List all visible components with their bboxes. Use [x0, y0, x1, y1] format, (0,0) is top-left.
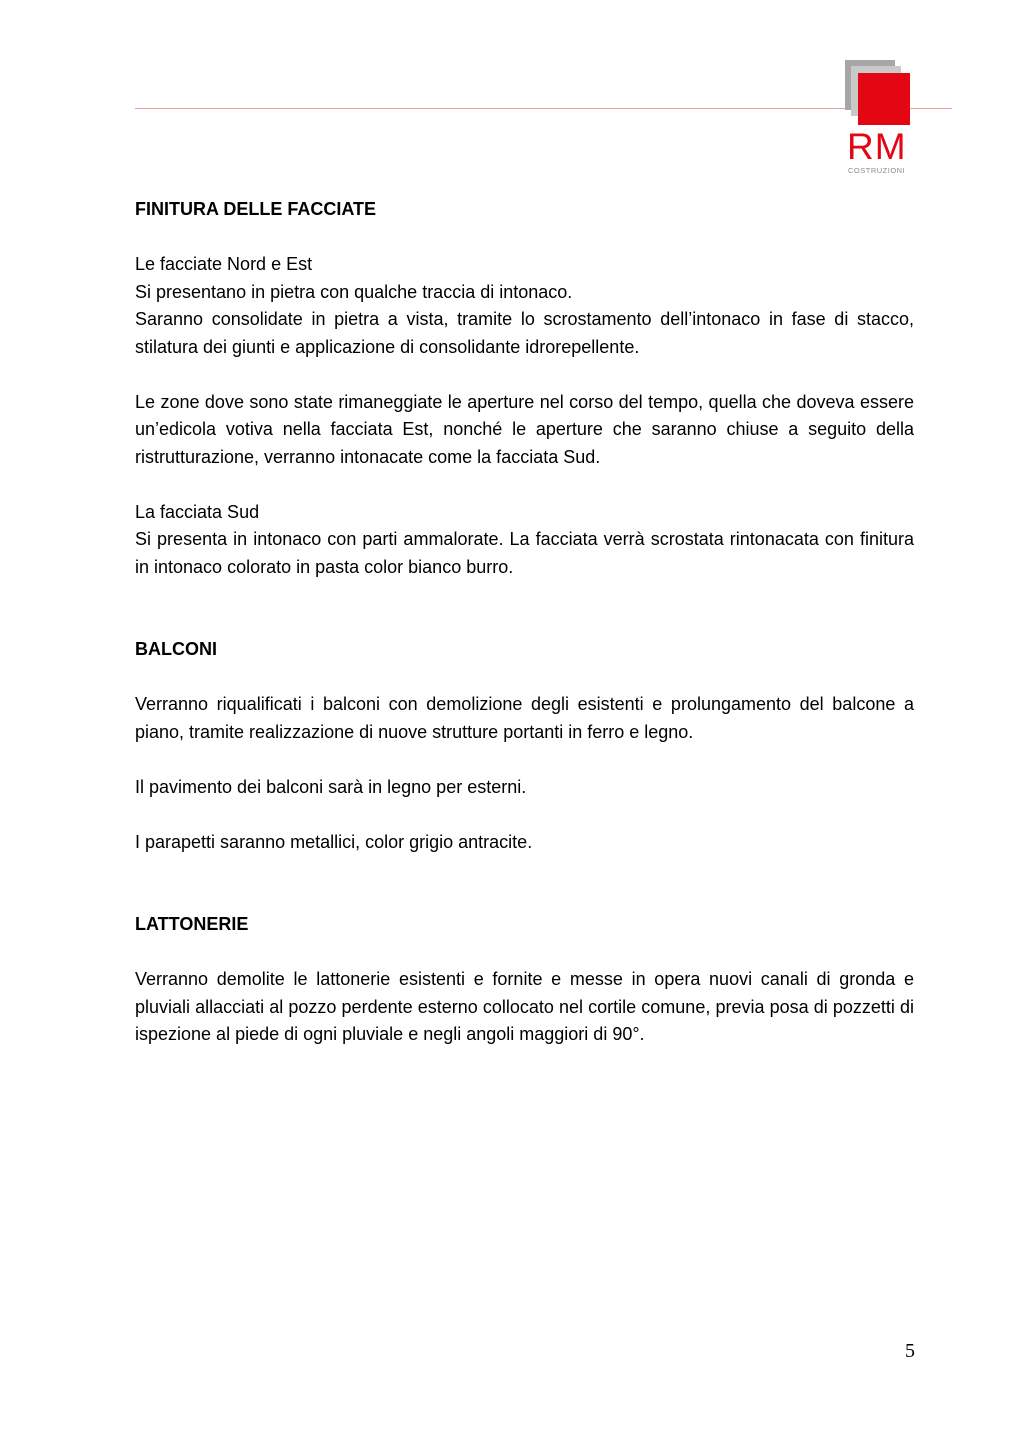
paragraph: Le zone dove sono state rimaneggiate le aperture nel corso del tempo, quella che doveva essere un’edicola votiva nella facciata Est, nonché le aperture che saranno chiuse a seguito della ristrutturazione, verranno intonacate come la facciata Sud. — [135, 391, 914, 467]
document-body — [135, 196, 914, 1049]
company-logo — [845, 60, 915, 185]
paragraph: I parapetti saranno metallici, color grigio antracite. — [135, 831, 533, 852]
page-number: 5 — [905, 1340, 915, 1362]
paragraph: Saranno consolidate in pietra a vista, tramite lo scrostamento dell’intonaco in fase di stacco, stilatura dei giunti e applicazione di consolidante idrorepellente. — [135, 309, 914, 357]
section-heading-balconi: BALCONI — [135, 639, 217, 659]
logo-square-front — [858, 73, 910, 125]
paragraph: Il pavimento dei balconi sarà in legno per esterni. — [135, 776, 527, 797]
paragraph: Le facciate Nord e Est — [135, 254, 313, 274]
paragraph: Si presentano in pietra con qualche traccia di intonaco. — [135, 281, 573, 302]
paragraph: Si presenta in intonaco con parti ammalorate. La facciata verrà scrostata rintonacata con finitura in intonaco colorato in pasta color bianco burro. — [135, 529, 914, 577]
paragraph: Verranno riqualificati i balconi con demolizione degli esistenti e prolungamento del balcone a piano, tramite realizzazione di nuove strutture portanti in ferro e legno. — [135, 694, 914, 742]
logo-subtext: COSTRUZIONI — [848, 166, 906, 175]
paragraph: Verranno demolite le lattonerie esistenti e fornite e messe in opera nuovi canali di gronda e pluviali allacciati al pozzo perdente esterno collocato nel cortile comune, previa posa di pozzetti di ispezione al piede di ogni pluviale e negli angoli maggiori di 90°. — [135, 969, 914, 1044]
section-heading-lattonerie: LATTONERIE — [135, 914, 249, 934]
paragraph: La facciata Sud — [135, 501, 260, 522]
logo-text: RM — [847, 126, 907, 167]
header-rule — [135, 108, 952, 109]
section-heading-facciate: FINITURA DELLE FACCIATE — [135, 199, 376, 219]
